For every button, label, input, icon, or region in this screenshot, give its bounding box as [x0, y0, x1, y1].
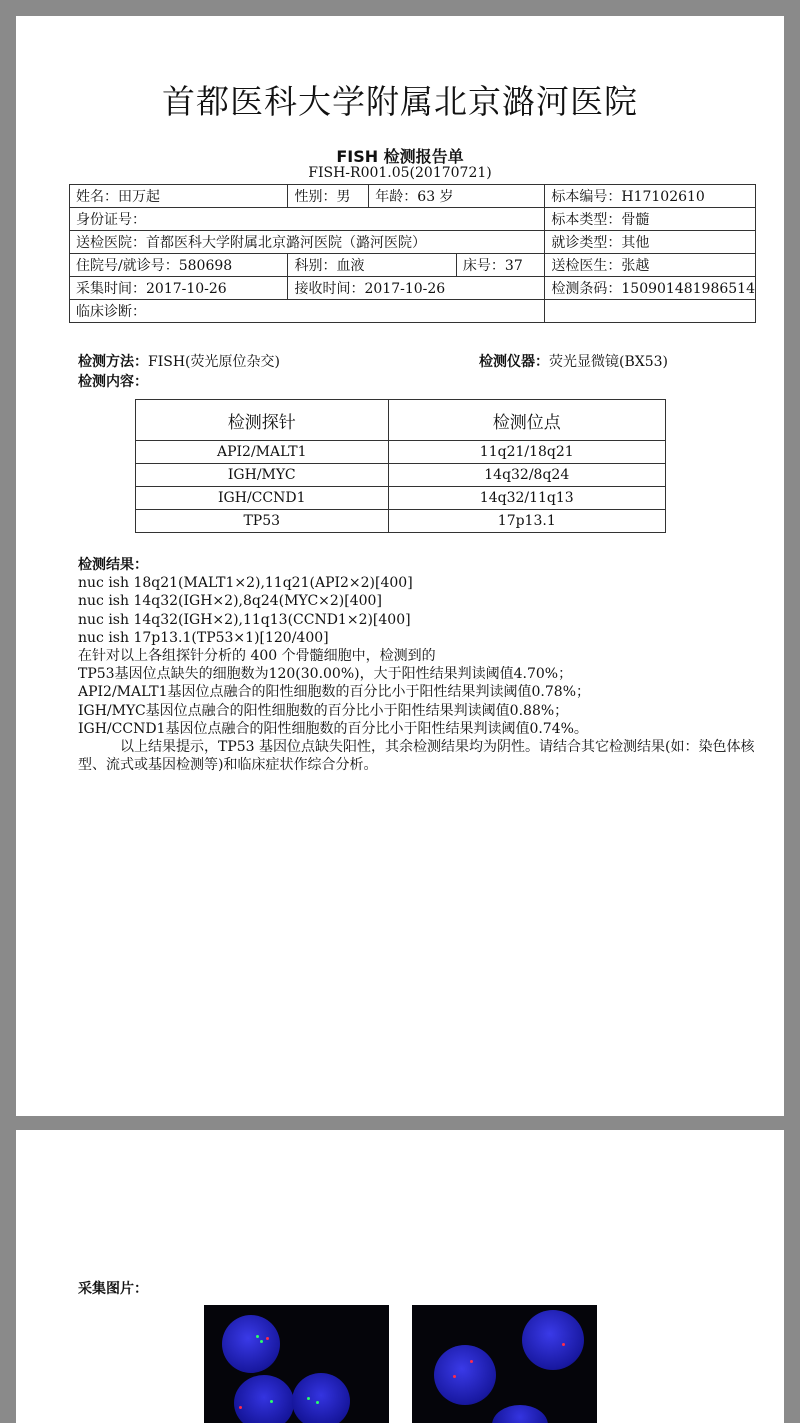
table-row: [136, 441, 666, 464]
locus-header: 检测位点: [388, 400, 665, 441]
green-signal: [256, 1335, 259, 1338]
nucleus: [434, 1345, 496, 1405]
probe-table-header: [136, 400, 666, 441]
result-line: nuc ish 14q32(IGH×2),8q24(MYC×2)[400]: [78, 593, 382, 610]
result-line: IGH/CCND1基因位点融合的阳性细胞数的百分比小于阳性结果判读阈值0.74%。: [78, 720, 588, 737]
result-line: 在针对以上各组探针分析的 400 个骨髓细胞中，检测到的: [78, 648, 436, 665]
nucleus: [492, 1405, 548, 1423]
fish-image-2: [412, 1305, 597, 1423]
hospital-name: 首都医科大学附属北京潞河医院: [162, 82, 638, 121]
locus-cell: 14q32/8q24: [388, 464, 665, 487]
report-page-2: [16, 1130, 784, 1423]
submitting-hospital: 送检医院：首都医科大学附属北京潞河医院（潞河医院）: [70, 231, 545, 254]
red-signal: [239, 1406, 242, 1409]
method-value: FISH(荧光原位杂交): [148, 354, 280, 370]
green-signal: [307, 1397, 310, 1400]
report-title: FISH 检测报告单: [336, 147, 464, 166]
instrument-label: 检测仪器：: [479, 354, 549, 370]
green-signal: [270, 1400, 273, 1403]
results-section: [78, 556, 758, 774]
patient-age: 年龄：63 岁: [369, 185, 545, 208]
info-row: [70, 208, 756, 231]
red-signal: [470, 1360, 473, 1363]
result-line: nuc ish 17p13.1(TP53×1)[120/400]: [78, 629, 329, 646]
nucleus: [234, 1375, 294, 1423]
locus-cell: 11q21/18q21: [388, 441, 665, 464]
instrument-value: 荧光显微镜(BX53): [549, 354, 668, 370]
report-code: FISH-R001.05(20170721): [308, 165, 492, 181]
barcode: 检测条码：150901481986514: [545, 277, 756, 300]
report-page-1: [16, 16, 784, 1116]
info-row: [70, 254, 756, 277]
patient-name: 姓名：田万起: [70, 185, 288, 208]
images-label: 采集图片：: [78, 1281, 148, 1297]
result-line: nuc ish 14q32(IGH×2),11q13(CCND1×2)[400]: [78, 611, 411, 628]
table-row: [136, 510, 666, 533]
submitting-doctor: 送检医生：张越: [545, 254, 756, 277]
empty-cell: [545, 300, 756, 323]
locus-cell: 17p13.1: [388, 510, 665, 533]
probe-cell: IGH/MYC: [136, 464, 389, 487]
probe-header: 检测探针: [136, 400, 389, 441]
table-row: [136, 464, 666, 487]
patient-info-table: [69, 184, 756, 323]
probe-cell: API2/MALT1: [136, 441, 389, 464]
method-line: [78, 351, 280, 371]
sample-number: 标本编号：H17102610: [545, 185, 756, 208]
fish-image-1: [204, 1305, 389, 1423]
probe-cell: TP53: [136, 510, 389, 533]
locus-cell: 14q32/11q13: [388, 487, 665, 510]
result-line: API2/MALT1基因位点融合的阳性细胞数的百分比小于阳性结果判读阈值0.78%；: [78, 684, 591, 701]
nucleus: [292, 1373, 350, 1423]
receive-time: 接收时间：2017-10-26: [288, 277, 545, 300]
red-signal: [266, 1337, 269, 1340]
probe-cell: IGH/CCND1: [136, 487, 389, 510]
department: 科别：血液: [288, 254, 456, 277]
instrument-line: [479, 351, 668, 371]
result-line: IGH/MYC基因位点融合的阳性细胞数的百分比小于阳性结果判读阈值0.88%；: [78, 702, 569, 719]
results-label: 检测结果：: [78, 557, 148, 573]
nucleus: [522, 1310, 584, 1370]
table-row: [136, 487, 666, 510]
sample-type: 标本类型：骨髓: [545, 208, 756, 231]
result-line: TP53基因位点缺失的细胞数为120(30.00%)，大于阳性结果判读阈值4.70%；: [78, 666, 573, 683]
visit-type: 就诊类型：其他: [545, 231, 756, 254]
green-signal: [260, 1340, 263, 1343]
info-row: [70, 185, 756, 208]
result-line: nuc ish 18q21(MALT1×2),11q21(API2×2)[400]: [78, 575, 413, 592]
info-row: [70, 231, 756, 254]
collect-time: 采集时间：2017-10-26: [70, 277, 288, 300]
probe-table: [135, 399, 666, 533]
id-number: 身份证号：: [70, 208, 545, 231]
green-signal: [316, 1401, 319, 1404]
result-conclusion: 以上结果提示，TP53 基因位点缺失阳性，其余检测结果均为阴性。请结合其它检测结果(如：染色体核型、流式或基因检测等)和临床症状作综合分析。: [78, 739, 755, 774]
nucleus: [222, 1315, 280, 1373]
red-signal: [562, 1343, 565, 1346]
info-row: [70, 277, 756, 300]
content-label: 检测内容：: [78, 374, 148, 390]
red-signal: [453, 1375, 456, 1378]
info-row: [70, 300, 756, 323]
patient-sex: 性别：男: [288, 185, 369, 208]
inpatient-number: 住院号/就诊号：580698: [70, 254, 288, 277]
method-label: 检测方法：: [78, 354, 148, 370]
bed-number: 床号：37: [456, 254, 544, 277]
clinical-diagnosis: 临床诊断：: [70, 300, 545, 323]
